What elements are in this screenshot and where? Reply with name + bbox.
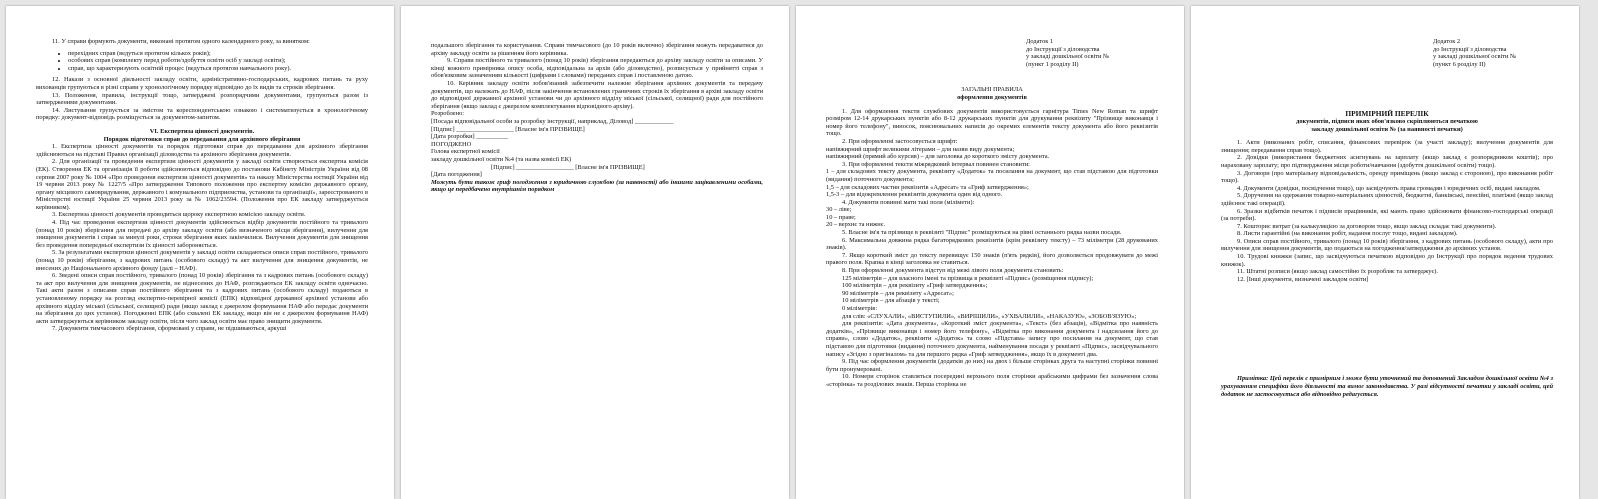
paragraph: 8. При оформленні документа відступ від межі лівого поля документа становить: xyxy=(842,267,1064,275)
annex-header xyxy=(1026,38,1158,68)
document-page-3 xyxy=(796,6,1184,499)
page-title: ЗАГАЛЬНІ ПРАВИЛА xyxy=(961,86,1023,94)
paragraph: 1,5 – для складових частин реквізитів «Адресат» та «Гриф затвердження»; xyxy=(826,183,1029,191)
note: Можуть бути також гриф погодження з юридичною службою (за наявності) або іншими зацікавленими особами, якщо це передбачено внутрішнім порядком xyxy=(431,178,763,194)
paragraph: 7. Якщо короткий зміст до тексту перевищує 150 знаків (п'ять рядків), його дозволяється продовжувати до межі правого поля. Крапка в кінці заголовка не ставиться. xyxy=(826,251,1158,267)
paragraph: 10. Керівник закладу освіти зобов'язаний забезпечити належне зберігання архівних документів та передачу документів, що належать до НАФ, після закінчення встановлених граничних строків їх зберігання в архіві закладу освіти до відповідної державної архівної установи чи до архівного відділу міської (сільської, селищної) ради для постійного зберігання (якщо заклад є джерелом комплектування відповідного архіву). xyxy=(431,79,763,110)
page-subtitle: закладу дошкільної освіти № (за наявності печатки) xyxy=(1311,125,1463,133)
paragraph: 3. При оформленні тексти міжрядковий інтервал повинен становити: xyxy=(842,160,1030,168)
list-item: 7. Кошторис витрат (за калькуляцією за договором тощо, якщо заклад складає такі документи). xyxy=(1237,222,1497,230)
note: Примітка: Цей перелік є примірним і може бути уточнений та доповнений Закладом дошкільної освіти №4 з урахуванням специфіки його діяльності та вимог законодавства. У разі відсутності печатки у закладі освіти, цей додаток не застосовується або відповідно редагується. xyxy=(1221,375,1553,398)
paragraph: 100 міліметрів – для реквізиту «Гриф затвердження»; xyxy=(842,282,988,290)
paragraph: 20 – верхнє та нижнє. xyxy=(826,221,886,229)
paragraph: 5. За результатами експертизи цінності документів у закладі освіти складаються описи справ постійного, тривалого (понад 10 років) зберігання, з кадрових питань (особового складу) та акт вилучення для знищення документів, не внесених до Національного архівного фонду (далі – НАФ). xyxy=(36,249,368,272)
section-title: VI. Експертиза цінності документів. xyxy=(149,127,255,135)
date-line: [Дата погодження] xyxy=(431,171,482,179)
paragraph: 9. Під час оформлення документів (додатків до них) на двох і більше сторінках друга та наступні сторінки повинні бути пронумеровані. xyxy=(826,358,1158,373)
list-item: 3. Договори (про матеріальну відповідальність, оренду приміщень (якщо заклад є стороною), про виконання робіт тощо). xyxy=(1221,169,1553,185)
paragraph: напівжирний (прямий або курсив) – для заголовка до короткого змісту документа. xyxy=(826,153,1050,161)
annex-line: (пункт 6 розділу II) xyxy=(1433,60,1486,68)
paragraph: 10 міліметрів – для абзаців у тексті; xyxy=(842,297,940,305)
paragraph: 2. При оформленні застосовується шрифт: xyxy=(842,137,958,145)
list-item: • особових справ (комплекту перед роботи/здобуття освіти осіб у закладі освіти); xyxy=(68,57,368,65)
signature-line: закладу дошкільної освіти №4 (та назва комісії ЕК) xyxy=(431,155,572,163)
annex-line: у закладі дошкільної освіти № xyxy=(1026,53,1110,61)
paragraph: 125 міліметрів – для власного імені та прізвища в реквізиті «Підпис» (розміщення підпису); xyxy=(842,274,1094,282)
paragraph: 14. Листування групується за змістом та кореспондентською ознакою і систематизується в хронологічному порядку: документ-відповідь розміщується за документом-запитом. xyxy=(36,106,368,122)
annex-header xyxy=(1433,38,1553,68)
document-page-1 xyxy=(6,6,394,499)
list-item: 9. Описи справ постійного, тривалого (понад 10 років) зберігання, з кадрових питань (особового складу), акти про вилучення для знищення документів, що подаються на погодження/затвердження до архівних установ. xyxy=(1221,237,1553,253)
paragraph: 4. Документи повинні мати такі поля (мілімети): xyxy=(842,198,975,206)
list-item: 12. [Інші документи, визначені закладом освіти] xyxy=(1237,275,1369,283)
paragraph: 2. Для організації та проведення експертизи цінності документів у закладі освіти створюється експертна комісія (ЕК). Створення ЕК та організація її роботи здійснюються відповідно до постанови Кабінету Міністрів України від 08 серпня 2007 року № 1004 «Про проведення експертизи цінності документів» та наказу Міністерства юстиції України від 19 червня 2013 року № 1227/5 «Про затвердження Типового положення про експертну комісію державного органу, органу місцевого самоврядування, державного і комунального підприємства, установи та організації», зареєстрованого в Міністерстві юстиції України 25 червня 2013 року за № 1062/23594. (Положення про ЕК закладу затверджується керівником). xyxy=(36,158,368,211)
paragraph: 12. Накази з основної діяльності закладу освіти, адміністративно-господарських, кадрових питань та руху вихованців групуються в різні справи у хронологічному порядку відповідно до їх видів та строків зберігання. xyxy=(36,76,368,91)
document-page-2 xyxy=(401,6,789,499)
developed-label: Розроблено: xyxy=(431,110,465,118)
signature-line: [Підпис] __________________ [Власне ім'я ПРІЗВИЩЕ] xyxy=(491,163,645,171)
paragraph: 4. Під час проведення експертизи цінності документів здійснюється відбір документів постійного та тривалого (понад 10 років) зберігання для передачі до архіву закладу освіти (або визначеного місця зберігання), вилучення для знищення документів і справ за минулі роки, строки зберігання яких закінчилися. Вилучення документів для знищення без проведення попередньої експертизи їх цінності забороняється. xyxy=(36,219,368,249)
agreed-label: ПОГОДЖЕНО xyxy=(431,140,472,148)
annex-line: Додаток 2 xyxy=(1433,38,1461,45)
annex-line: Додаток 1 xyxy=(1026,38,1054,45)
signature-line: Голова експертної комісії xyxy=(431,148,500,156)
paragraph: 10 – праве; xyxy=(826,213,856,221)
paragraph: 13. Положення, правила, інструкції тощо, затверджені розпорядчими документами, групуються разом із затвердженими документами. xyxy=(36,91,368,107)
list-item: 1. Акти (виконаних робіт, списання, фінансових перевірок (за участі закладу); вилучення документів для знищення; передавання справ тощо). xyxy=(1221,139,1553,154)
page-title: ПРИМІРНИЙ ПЕРЕЛІК xyxy=(1345,109,1429,119)
paragraph: 10. Номери сторінок ставляться посередині верхнього поля сторінки арабськими цифрами без зазначення слова «сторінка» та розділових знаків. Перша сторінка не xyxy=(826,373,1158,388)
paragraph: 7. Документи тимчасового зберігання, сформовані у справи, не підшиваються, аркуші xyxy=(52,325,287,333)
paragraph: 1 – для складових тексту документа, реквізиту «Додаток» та посилання на документ, що став підставою для підготовки (видання) поточного документа; xyxy=(826,168,1158,183)
page-subtitle: документів, підписи яких обов'язково скріплюються печаткою xyxy=(1296,117,1478,125)
list-item: 4. Документи (довідки, посвідчення тощо), що засвідчують права громадян і юридичних осіб, видані закладом. xyxy=(1237,184,1541,192)
paragraph: напівжирний шрифт великими літерами – для назви виду документа; xyxy=(826,145,1015,153)
list-item: 6. Зразки відбитків печаток і підписів працівників, які мають право здійснювати фінансово-господарські операції (за потреби). xyxy=(1221,207,1553,223)
paragraph: 6. Максимальна довжина рядка багаторядкових реквізитів (крім реквізиту тексту) – 73 міліметри (28 друкованих знаків). xyxy=(826,236,1158,252)
date-line: [Дата розробки] __________ xyxy=(431,133,509,141)
paragraph: 9. Справи постійного та тривалого (понад 10 років) зберігання передаються до архіву закладу освіти за описами. У кінці кожного примірника опису особа, відповідальна за архів (або діловодство), розписується у прийнятті справ з обов'язковим зазначенням кількості (цифрами і словами) переданих справ і поставленою датою. xyxy=(431,57,763,80)
paragraph: для реквізитів: «Дата документа», «Короткий зміст документа», «Текст» (без абзаців), «Відмітка про наявність додатків», «Прізвище виконавця і номер його телефону», «Відмітка про виконання документа і надсилання його до справи», слово «Додаток», реквізити «Додаток» та слово «Підстава» запису про посилання на документ, що став підставою для підготовки (видання) поточного документа, найменування посади у реквізиті «Підпис», засвідчувального напису «Згідно з оригіналом» та для першого рядка «Гриф затвердження», якщо їх в документі два. xyxy=(826,320,1158,358)
paragraph: 1,5-3 – для відокремлення реквізитів документа один від одного. xyxy=(826,191,1003,199)
document-page-4 xyxy=(1191,6,1579,499)
list-item: 10. Трудові книжки (запис, що засвідчуються печаткою відповідно до Інструкції про порядок ведення трудових книжок). xyxy=(1221,253,1553,268)
paragraph: 6. Зведені описи справ постійного, тривалого (понад 10 років) зберігання та з кадрових питань (особового складу) та акт про вилучення для знищення документів, не віднесених до НАФ, розглядаються ЕК закладу освіти одночасно. Такі акти разом з описами справ постійного зберігання та з кадрових питань (особового складу) подаються в установленому порядку на розгляд експертно-перевірної комісії (ЕПК) відповідної державної архівної установи або архівного відділу міської (сільської, селищної) ради (якщо заклад є джерелом формування НАФ або передає документи на зберігання до цих установ). Погодженні ЕПК (або схвалені ЕК закладу, якщо він не є джерелом формування НАФ) акти затверджуються керівником закладу освіти, після чого заклад освіти має право знищити документи. xyxy=(36,272,368,325)
list-item: 11. Штатні розписи (якщо заклад самостійно їх розробляє та затверджує). xyxy=(1237,268,1438,276)
paragraph: 1. Для оформлення тексти службових документів використовується гарнітура Times New Roman та шрифт розміром 12-14 друкарських пунктів або 8-12 друкарських пунктів для друкування реквізиту "Прізвище виконавця і номер його телефону", виносок, пояснювальних написів до окремих елементів тексту документа або його реквізитів тощо. xyxy=(826,107,1158,138)
paragraph: 11. У справи формують документи, виконані протягом одного календарного року, за винятком: xyxy=(52,38,310,45)
signature-line: [Посада відповідальної особи за розробку інструкції, наприклад, Діловод] ____________ xyxy=(431,117,674,125)
paragraph: 0 міліметрів: xyxy=(842,305,878,312)
section-subtitle: Порядок підготовки справ до передавання для архівного зберігання xyxy=(103,135,301,143)
annex-line: до Інструкції з діловодства xyxy=(1026,45,1100,53)
paragraph: подальшого зберігання та користування. Справи тимчасового (до 10 років включно) зберігання можуть передаватися до архіву закладу освіти за рішенням його керівника. xyxy=(431,42,763,57)
paragraph: 30 – ліве; xyxy=(826,206,852,214)
page-subtitle: оформлення документів xyxy=(957,93,1027,101)
paragraph: 1. Експертиза цінності документів та порядок підготовки справ до передавання для архівного зберігання здійснюються на підставі Правил організації діловодства та архівного зберігання документів. xyxy=(36,143,368,158)
list-item: • справ, що характеризують освітній процес (ведуться протягом навчального року). xyxy=(68,65,368,73)
list-item: 8. Листи гарантійні (на виконання робіт, надання послуг тощо, видані закладом). xyxy=(1237,230,1458,238)
list-item: 5. Доручення на одержання товарно-матеріальних цінностей, бюджетні, банківські, пенсійні, платіжні (якщо заклад здійснює такі операції). xyxy=(1221,192,1553,207)
paragraph: 3. Експертиза цінності документів проводиться щороку експертною комісією закладу освіти. xyxy=(52,211,306,219)
signature-line: [Підпис] __________________ [Власне ім'я ПРІЗВИЩЕ] xyxy=(431,125,585,133)
list-item: 2. Довідки (використання бюджетних асигнувань на зарплату (якщо заклад є розпорядником коштів); про нараховану зарплату; про підтвердження місця роботи/навчання (здобуття дошкільної освіти) тощо). xyxy=(1221,154,1553,169)
list-item: • перехідних справ (ведуться протягом кількох років); xyxy=(68,50,368,58)
paragraph: 5. Власне ім'я та прізвище в реквізиті "Підпис" розміщуються на рівні останнього рядка назви посади. xyxy=(842,229,1122,237)
bullet-list xyxy=(36,50,368,73)
paragraph: для слів: «СЛУХАЛИ», «ВИСТУПИЛИ», «ВИРІШИЛИ», «УХВАЛИЛИ», «НАКАЗУЮ», «ЗОБОВ'ЯЗУЮ»; xyxy=(842,312,1137,320)
annex-line: до Інструкції з діловодства xyxy=(1433,45,1507,53)
paragraph: 90 міліметрів – для реквізиту «Адресат»; xyxy=(842,289,954,297)
annex-line: у закладі дошкільної освіти № xyxy=(1433,53,1517,61)
annex-line: (пункт 1 розділу II) xyxy=(1026,60,1079,68)
